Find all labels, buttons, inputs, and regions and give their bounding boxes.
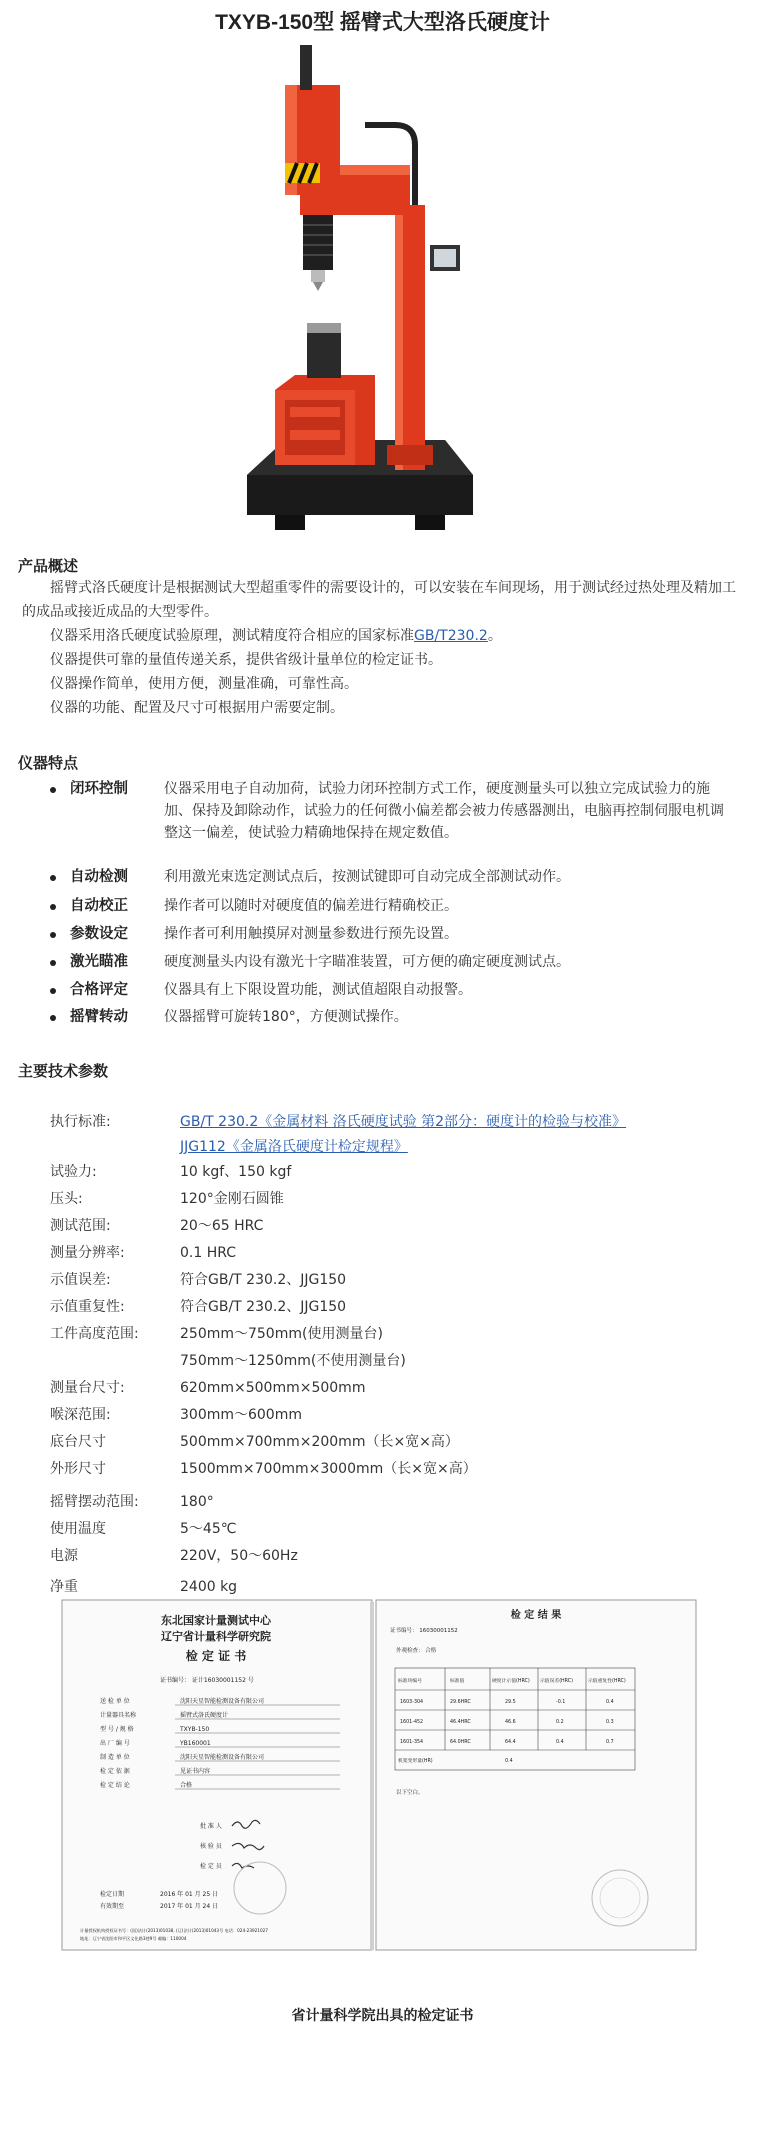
cert-cell: 64.0HRC (450, 1740, 471, 1745)
overview-paragraph-1: 摇臂式洛氏硬度计是根据测试大型超重零件的需要设计的，可以安装在车间现场，用于测试经过热处理及精加工的成品或接近成品的大型零件。 (22, 580, 736, 620)
cert-footer-2: 地址：辽宁省沈阳市和平区文化路3巷9号 邮编：110004 (80, 1936, 187, 1941)
feature-desc: 操作者可以随时对硬度值的偏差进行精确校正。 (164, 898, 458, 914)
spec-value: 1500mm×700mm×3000mm（长×宽×高） (180, 1461, 477, 1477)
cert-blank-note: 以下空白。 (396, 1790, 424, 1796)
spec-value: 5～45℃ (180, 1521, 237, 1537)
cert-cell: 29.6HRC (450, 1700, 471, 1705)
cert-date-value: 2016 年 01 月 25 日 (160, 1891, 219, 1898)
cert-number: 证书编号： 证计16030001152 号 (160, 1677, 254, 1684)
cert-cell: 1601-452 (400, 1720, 424, 1725)
spec-value (180, 1110, 740, 1160)
cert-cell: 0.2 (556, 1720, 564, 1725)
bullet-icon (50, 904, 56, 910)
spec-key: 摇臂摆动范围: (50, 1494, 139, 1510)
cert-field-value: TXYB-150 (180, 1726, 210, 1733)
spec-key: 使用温度 (50, 1521, 106, 1537)
bullet-icon (50, 1015, 56, 1021)
cert-field-value: 沈阳天星智能检测设备有限公司 (180, 1698, 265, 1705)
spec-value: 符合GB/T 230.2、JJG150 (180, 1299, 347, 1315)
spec-key: 示值重复性: (50, 1299, 125, 1315)
spec-value: 2400 kg (180, 1579, 238, 1595)
overview-paragraph-3: 仪器提供可靠的量值传递关系，提供省级计量单位的检定证书。 (22, 652, 442, 668)
spec-key: 喉深范围: (50, 1407, 111, 1423)
cert-title: 检 定 证 书 (185, 1649, 247, 1663)
features-heading: 仪器特点 (18, 754, 79, 772)
certificate-caption: 省计量科学院出具的检定证书 (291, 2008, 474, 2024)
overview-paragraph-4: 仪器操作简单，使用方便，测量准确，可靠性高。 (22, 676, 358, 692)
bullet-icon (50, 875, 56, 881)
feature-name: 参数设定 (70, 926, 128, 942)
cert-date-label: 检定日期 (100, 1891, 125, 1898)
cert-cell: 0.3 (606, 1720, 614, 1725)
spec-key: 底台尺寸 (50, 1434, 106, 1450)
overview-heading: 产品概述 (18, 557, 79, 575)
cert-verifier: 核 验 员 (200, 1843, 222, 1850)
spec-key: 测量分辨率: (50, 1245, 125, 1261)
specs-heading: 主要技术参数 (18, 1062, 109, 1080)
cert-field-key: 检 定 依 据 (100, 1768, 130, 1775)
overview-paragraph-2-end: 。 (487, 628, 502, 644)
cert-field-key: 型 号 / 规 格 (100, 1726, 134, 1733)
bullet-icon (50, 960, 56, 966)
spec-key: 外形尺寸 (50, 1461, 106, 1477)
hardness-tester-image (245, 45, 475, 540)
cert-cell: 机架变形量(HR) (398, 1759, 433, 1764)
cert-field-value: YB160001 (180, 1740, 211, 1747)
spec-key: 执行标准: (50, 1114, 111, 1130)
cert-field-key: 计量器具名称 (100, 1712, 137, 1719)
feature-name: 摇臂转动 (70, 1009, 128, 1025)
spec-value: 20～65 HRC (180, 1218, 264, 1234)
bullet-icon (50, 988, 56, 994)
spec-key: 净重 (50, 1579, 78, 1595)
spec-key: 工件高度范围: (50, 1326, 139, 1342)
cert-result-title: 检 定 结 果 (510, 1610, 562, 1621)
cert-cell: 1601-354 (400, 1740, 424, 1745)
cert-field-value: 合格 (180, 1782, 193, 1789)
cert-cell: 0.4 (505, 1759, 513, 1764)
cert-result-number: 证书编号： 16030001152 (390, 1628, 458, 1634)
cert-cell: -0.1 (556, 1700, 566, 1705)
overview-paragraph-2-text: 仪器采用洛氏硬度试验原理，测试精度符合相应的国家标准 (22, 628, 414, 644)
cert-expiry-label: 有效期至 (100, 1903, 125, 1910)
bullet-icon (50, 932, 56, 938)
cert-cell: 29.5 (505, 1700, 516, 1705)
cert-cell: 1603-304 (400, 1700, 424, 1705)
feature-desc: 仪器具有上下限设置功能，测试值超限自动报警。 (164, 982, 472, 998)
cert-cell: 0.7 (606, 1740, 614, 1745)
feature-name: 闭环控制 (70, 781, 128, 797)
cert-org-2: 辽宁省计量科学研究院 (161, 1630, 271, 1643)
cert-org-1: 东北国家计量测试中心 (161, 1614, 271, 1627)
cert-table-header: 硬度计示值(HRC) (492, 1679, 530, 1684)
cert-field-key: 出 厂 编 号 (100, 1740, 130, 1747)
cert-appearance: 外观检查： 合格 (396, 1648, 437, 1654)
cert-field-key: 制 造 单 位 (100, 1754, 130, 1761)
spec-key: 电源 (50, 1548, 78, 1564)
spec-value: 10 kgf、150 kgf (180, 1164, 292, 1180)
feature-desc: 仪器采用电子自动加荷，试验力闭环控制方式工作，硬度测量头可以独立完成试验力的施加、保持及卸除动作，试验力的任何微小偏差都会被力传感器测出，电脑再控制伺服电机调整这一偏差，使试验力精确地保持在规定数值。 (164, 781, 724, 841)
cert-tester: 检 定 员 (200, 1863, 222, 1870)
cert-table-header: 示值重复性(HRC) (588, 1679, 626, 1684)
cert-approver: 批 准 人 (200, 1823, 222, 1830)
cert-field-value: 见证书内容 (180, 1768, 211, 1775)
spec-value: 500mm×700mm×200mm（长×宽×高） (180, 1434, 459, 1450)
cert-expiry-value: 2017 年 01 月 24 日 (160, 1903, 219, 1910)
overview-paragraph-2 (22, 624, 740, 648)
feature-desc: 硬度测量头内设有激光十字瞄准装置，可方便的确定硬度测试点。 (164, 954, 570, 970)
spec-value: 180° (180, 1494, 214, 1510)
cert-footer: 计量授权机构授权证书号：(国)法计(2013)01038, (辽)法计(2013)01043号 电话：024-23921027 (80, 1928, 268, 1933)
cert-field-value: 沈阳天星智能检测设备有限公司 (180, 1754, 265, 1761)
spec-value: 620mm×500mm×500mm (180, 1380, 366, 1396)
cert-cell: 0.4 (556, 1740, 564, 1745)
feature-desc: 利用激光束选定测试点后，按测试键即可自动完成全部测试动作。 (164, 869, 570, 885)
spec-value: 750mm～1250mm(不使用测量台) (180, 1353, 406, 1369)
spec-key: 测试范围: (50, 1218, 111, 1234)
feature-name: 激光瞄准 (70, 954, 128, 970)
cert-cell: 0.4 (606, 1700, 614, 1705)
spec-key: 示值误差: (50, 1272, 111, 1288)
spec-value: 符合GB/T 230.2、JJG150 (180, 1272, 347, 1288)
spec-value: 220V，50～60Hz (180, 1548, 298, 1564)
feature-desc: 仪器摇臂可旋转180°，方便测试操作。 (164, 1009, 408, 1025)
cert-field-key: 送 检 单 位 (100, 1698, 130, 1705)
cert-table-header: 标准值 (450, 1679, 465, 1684)
spec-key: 试验力: (50, 1164, 97, 1180)
cert-table-header: 标准块编号 (398, 1679, 422, 1684)
standard-link-jjg112[interactable]: JJG112《金属洛氏硬度计检定规程》 (180, 1139, 408, 1155)
cert-cell: 46.6 (505, 1720, 516, 1725)
spec-key: 压头: (50, 1191, 83, 1207)
feature-desc: 操作者可利用触摸屏对测量参数进行预先设置。 (164, 926, 458, 942)
standard-link-gbt230[interactable]: GB/T230.2 (414, 628, 488, 644)
page-title: TXYB-150型 摇臂式大型洛氏硬度计 (215, 11, 550, 34)
certificate-image (60, 1598, 700, 1954)
cert-cell: 46.4HRC (450, 1720, 471, 1725)
overview-paragraph-5: 仪器的功能、配置及尺寸可根据用户需要定制。 (22, 700, 344, 716)
feature-name: 自动校正 (70, 898, 128, 914)
spec-value: 300mm～600mm (180, 1407, 302, 1423)
standard-link-gbt230-2[interactable]: GB/T 230.2《金属材料 洛氏硬度试验 第2部分：硬度计的检验与校准》 (180, 1114, 627, 1130)
cert-field-key: 检 定 结 论 (100, 1782, 130, 1789)
cert-field-value: 摇臂式洛氏硬度计 (180, 1712, 229, 1719)
spec-value: 250mm～750mm(使用测量台) (180, 1326, 383, 1342)
feature-name: 合格评定 (70, 982, 128, 998)
spec-key: 测量台尺寸: (50, 1380, 125, 1396)
spec-value: 0.1 HRC (180, 1245, 237, 1261)
cert-cell: 64.4 (505, 1740, 516, 1745)
feature-name: 自动检测 (70, 869, 128, 885)
cert-table-header: 示值误差(HRC) (540, 1679, 573, 1684)
spec-value: 120°金刚石圆锥 (180, 1191, 284, 1207)
bullet-icon (50, 787, 56, 793)
